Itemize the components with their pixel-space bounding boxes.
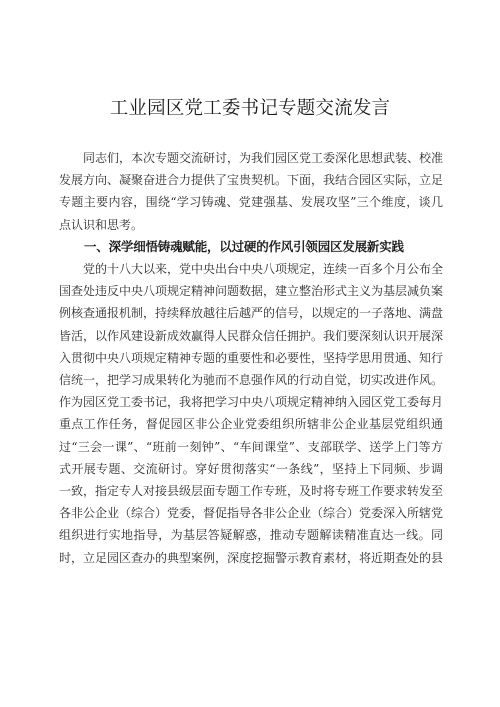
intro-paragraph: 同志们，本次专题交流研讨，为我们园区党工委深化思想武装、校准发展方向、凝聚奋进合力提供了宝贵契机。下面，我结合园区实际，立足专题主要内容，围绕“学习铸魂、党建强基、发展攻坚”三个维度，谈几点认识和思考。 <box>59 151 444 232</box>
section-heading: 一、深学细悟铸魂赋能，以过硬的作风引领园区发展新实践 <box>84 238 404 254</box>
document-title: 工业园区党工委书记专题交流发言 <box>109 98 391 119</box>
section-paragraph: 党的十八大以来，党中央出台中央八项规定，连续一百多个月公布全国查处违反中央八项规定精神问题数据，建立整治形式主义为基层减负案例核查通报机制，持续释放越往后越严的信号，以规定的一子落地、满盘皆活，以作风建设新成效赢得人民群众信任拥护。我们要深刻认识开展深入贯彻中央八项规定精神专题的重要性和必要性，坚持学思用贯通、知行信统一，把学习成果转化为驰而不息强作风的行动自觉，切实改进作风。作为园区党工委书记，我将把学习中央八项规定精神纳入园区党工委每月重点工作任务，督促园区非公企业党委组织所辖非公企业基层党组织通过“三会一课”、“班前一刻钟”、“车间课堂”、支部联学、送学上门等方式开展专题、交流研讨。穿好贯彻落实“一条线”，坚持上下同频、步调一致，指定专人对接县级层面专题工作专班，及时将专班工作要求转发至各非公企业（综合）党委，督促指导各非公企业（综合）党委深入所辖党组织进行实地指导，为基层答疑解惑，推动专题解读精准直达一线。同时，立足园区查办的典型案例，深度挖掘警示教育素材，将近期查处的县 <box>59 262 444 565</box>
document-body <box>59 147 443 569</box>
